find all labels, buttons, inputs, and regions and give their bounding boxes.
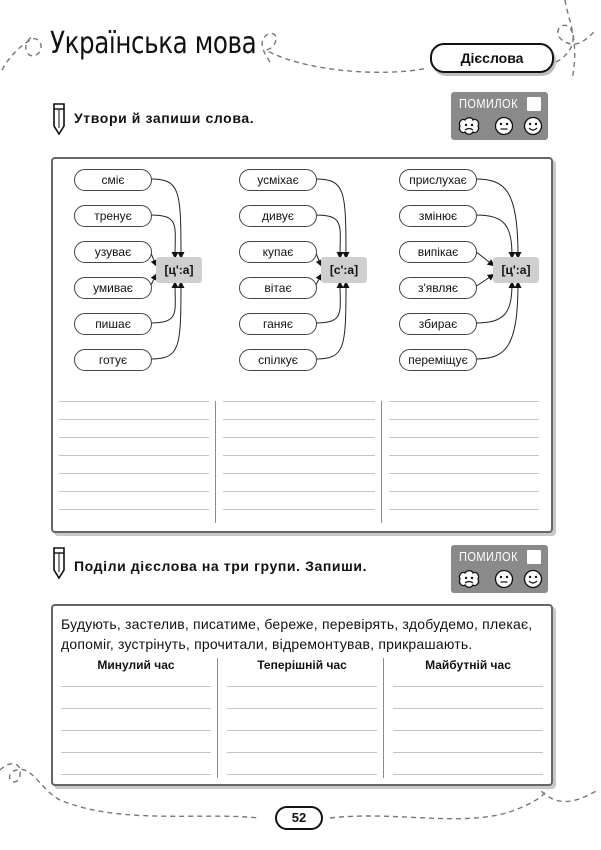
sound-box: [ц':а] <box>493 257 539 283</box>
sound-box: [с':а] <box>321 257 367 283</box>
writing-line[interactable] <box>227 774 377 775</box>
word-pill: готує <box>74 349 152 371</box>
connector-arrow <box>315 179 346 257</box>
word-pill: тренує <box>74 205 152 227</box>
word-pill: ганяє <box>239 313 317 335</box>
page-title: Українська мова <box>50 26 257 61</box>
word-pill: дивує <box>239 205 317 227</box>
writing-line[interactable] <box>223 437 375 438</box>
writing-line[interactable] <box>389 419 539 420</box>
column-header-past: Минулий час <box>97 658 175 672</box>
column-divider <box>217 658 218 778</box>
verbs-line: Будують, застелив, писатиме, береже, перевірять, здобудемо, плекає, <box>61 616 533 632</box>
word-pill: усміхає <box>239 169 317 191</box>
connector-arrow <box>475 275 493 287</box>
writing-line[interactable] <box>61 752 211 753</box>
error-checkbox[interactable] <box>527 97 541 111</box>
error-label: ПОМИЛОК <box>459 96 518 111</box>
error-checkbox[interactable] <box>527 550 541 564</box>
writing-line[interactable] <box>59 473 209 474</box>
column-divider <box>381 401 382 523</box>
word-pill: випікає <box>399 241 477 263</box>
writing-line[interactable] <box>223 419 375 420</box>
writing-line[interactable] <box>393 708 543 709</box>
writing-line[interactable] <box>59 401 209 402</box>
word-pill: пишає <box>74 313 152 335</box>
writing-line[interactable] <box>389 401 539 402</box>
connector-arrow <box>150 179 181 257</box>
sound-box: [ц':а] <box>156 257 202 283</box>
word-pill: сміє <box>74 169 152 191</box>
word-pill: спілкує <box>239 349 317 371</box>
sad-face-icon <box>457 116 481 136</box>
word-pill: прислухає <box>399 169 477 191</box>
writing-line[interactable] <box>59 419 209 420</box>
writing-line[interactable] <box>223 401 375 402</box>
error-label: ПОМИЛОК <box>459 549 518 564</box>
sad-face-icon <box>457 569 481 589</box>
writing-line[interactable] <box>227 752 377 753</box>
smile-face-icon <box>523 569 543 589</box>
writing-line[interactable] <box>227 708 377 709</box>
neutral-face-icon <box>494 569 514 589</box>
writing-line[interactable] <box>61 686 211 687</box>
writing-line[interactable] <box>389 491 539 492</box>
word-pill: з'являє <box>399 277 477 299</box>
column-divider <box>383 658 384 778</box>
word-pill: купає <box>239 241 317 263</box>
writing-line[interactable] <box>223 491 375 492</box>
writing-line[interactable] <box>393 686 543 687</box>
writing-line[interactable] <box>61 730 211 731</box>
word-pill: узуває <box>74 241 152 263</box>
error-counter-2 <box>451 545 548 593</box>
writing-line[interactable] <box>59 491 209 492</box>
writing-line[interactable] <box>389 473 539 474</box>
writing-line[interactable] <box>61 774 211 775</box>
verbs-line: допоміг, зустрінуть, прочитали, відремонтував, прикрашають. <box>61 636 473 652</box>
word-pill: вітає <box>239 277 317 299</box>
task1-instruction: Утвори й запиши слова. <box>74 110 255 126</box>
writing-line[interactable] <box>227 686 377 687</box>
connector-arrow <box>150 283 175 323</box>
writing-line[interactable] <box>389 437 539 438</box>
writing-line[interactable] <box>389 509 539 510</box>
topic-badge: Дієслова <box>430 43 554 73</box>
writing-line[interactable] <box>227 730 377 731</box>
page-number: 52 <box>275 806 323 830</box>
connector-arrow <box>475 251 493 265</box>
writing-line[interactable] <box>61 708 211 709</box>
column-header-future: Майбутній час <box>425 658 511 672</box>
pencil-icon <box>50 102 68 136</box>
writing-line[interactable] <box>393 730 543 731</box>
neutral-face-icon <box>494 116 514 136</box>
word-pill: умиває <box>74 277 152 299</box>
task2-instruction: Поділи дієслова на три групи. Запиши. <box>74 558 368 574</box>
word-pill: переміщує <box>399 349 477 371</box>
writing-line[interactable] <box>389 455 539 456</box>
task1-panel <box>51 157 553 533</box>
writing-line[interactable] <box>223 509 375 510</box>
writing-line[interactable] <box>223 473 375 474</box>
column-divider <box>215 401 216 523</box>
connector-arrow <box>475 283 512 323</box>
writing-line[interactable] <box>59 455 209 456</box>
connector-arrow <box>150 215 175 257</box>
word-pill: збирає <box>399 313 477 335</box>
writing-line[interactable] <box>223 455 375 456</box>
word-pill: змінює <box>399 205 477 227</box>
writing-line[interactable] <box>59 509 209 510</box>
writing-line[interactable] <box>393 752 543 753</box>
connector-arrow <box>315 283 340 323</box>
verbs-list <box>61 614 547 654</box>
connector-arrow <box>475 215 512 257</box>
error-counter-1 <box>451 92 548 140</box>
connector-arrow <box>315 215 340 257</box>
task2-panel <box>51 604 553 786</box>
smile-face-icon <box>523 116 543 136</box>
writing-line[interactable] <box>393 774 543 775</box>
writing-line[interactable] <box>59 437 209 438</box>
pencil-icon <box>50 546 68 580</box>
column-header-present: Теперішній час <box>257 658 347 672</box>
